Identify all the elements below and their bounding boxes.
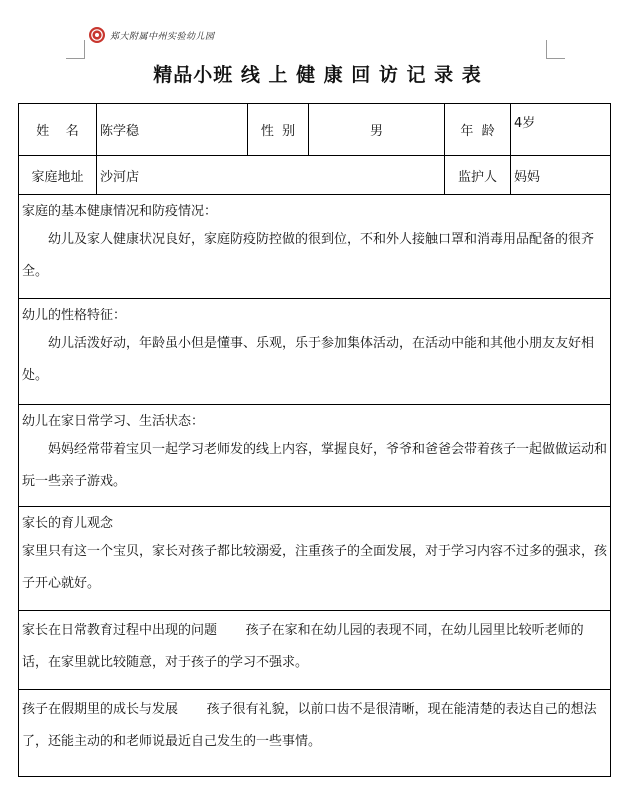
age-label: 年 龄: [445, 104, 511, 156]
section-daily-life: [19, 405, 611, 507]
school-logo: [88, 26, 215, 44]
crop-mark-top-right: [546, 40, 565, 59]
address-label: 家庭地址: [19, 156, 97, 195]
school-name: 郑大附属中州实验幼儿园: [110, 31, 215, 42]
page-title: 精品小班 线 上 健 康 回 访 记 录 表: [153, 64, 482, 86]
section-heading: 家庭的基本健康情况和防疫情况：: [22, 204, 218, 219]
info-row-2: [19, 156, 611, 195]
section-parenting-view: [19, 507, 611, 611]
guardian-value: 妈妈: [511, 156, 611, 195]
section-growth: [19, 690, 611, 777]
age-value: 4岁: [511, 104, 611, 156]
visit-record-table: [18, 103, 611, 777]
section-body: 幼儿及家人健康状况良好，家庭防疫防控做的很到位，不和外人接触口罩和消毒用品配备的很齐全。: [22, 232, 595, 279]
section-heading: 幼儿在家日常学习、生活状态：: [22, 414, 205, 429]
crop-mark-top-left: [66, 40, 85, 59]
section-heading: 家长的育儿观念: [22, 516, 114, 531]
address-value: 沙河店: [97, 156, 445, 195]
guardian-label: 监护人: [445, 156, 511, 195]
name-value: 陈学稳: [97, 104, 248, 156]
section-body: 孩子在家和在幼儿园的表现不同，在幼儿园里比较听老师的话，在家里就比较随意，对于孩子的学习不强求。: [22, 623, 584, 670]
section-personality: [19, 299, 611, 405]
gender-value: 男: [309, 104, 445, 156]
section-body: 家里只有这一个宝贝，家长对孩子都比较溺爱，注重孩子的全面发展，对于学习内容不过多的强求，孩子开心就好。: [22, 544, 608, 591]
name-label: 姓 名: [19, 104, 97, 156]
section-heading: 家长在日常教育过程中出现的问题: [22, 623, 218, 638]
school-seal-icon: [88, 26, 106, 44]
info-row-1: [19, 104, 611, 156]
section-heading: 孩子在假期里的成长与发展: [22, 702, 179, 717]
section-body: 幼儿活泼好动，年龄虽小但是懂事、乐观，乐于参加集体活动，在活动中能和其他小朋友友好相处。: [22, 336, 595, 383]
section-heading: 幼儿的性格特征：: [22, 308, 127, 323]
gender-label: 性 别: [248, 104, 309, 156]
section-problems: [19, 611, 611, 690]
section-body: 妈妈经常带着宝贝一起学习老师发的线上内容，掌握良好，爷爷和爸爸会带着孩子一起做做运动和玩一些亲子游戏。: [22, 442, 608, 489]
section-health: [19, 195, 611, 299]
section-body: 孩子很有礼貌，以前口齿不是很清晰，现在能清楚的表达自己的想法了，还能主动的和老师说最近自己发生的一些事情。: [22, 702, 597, 749]
